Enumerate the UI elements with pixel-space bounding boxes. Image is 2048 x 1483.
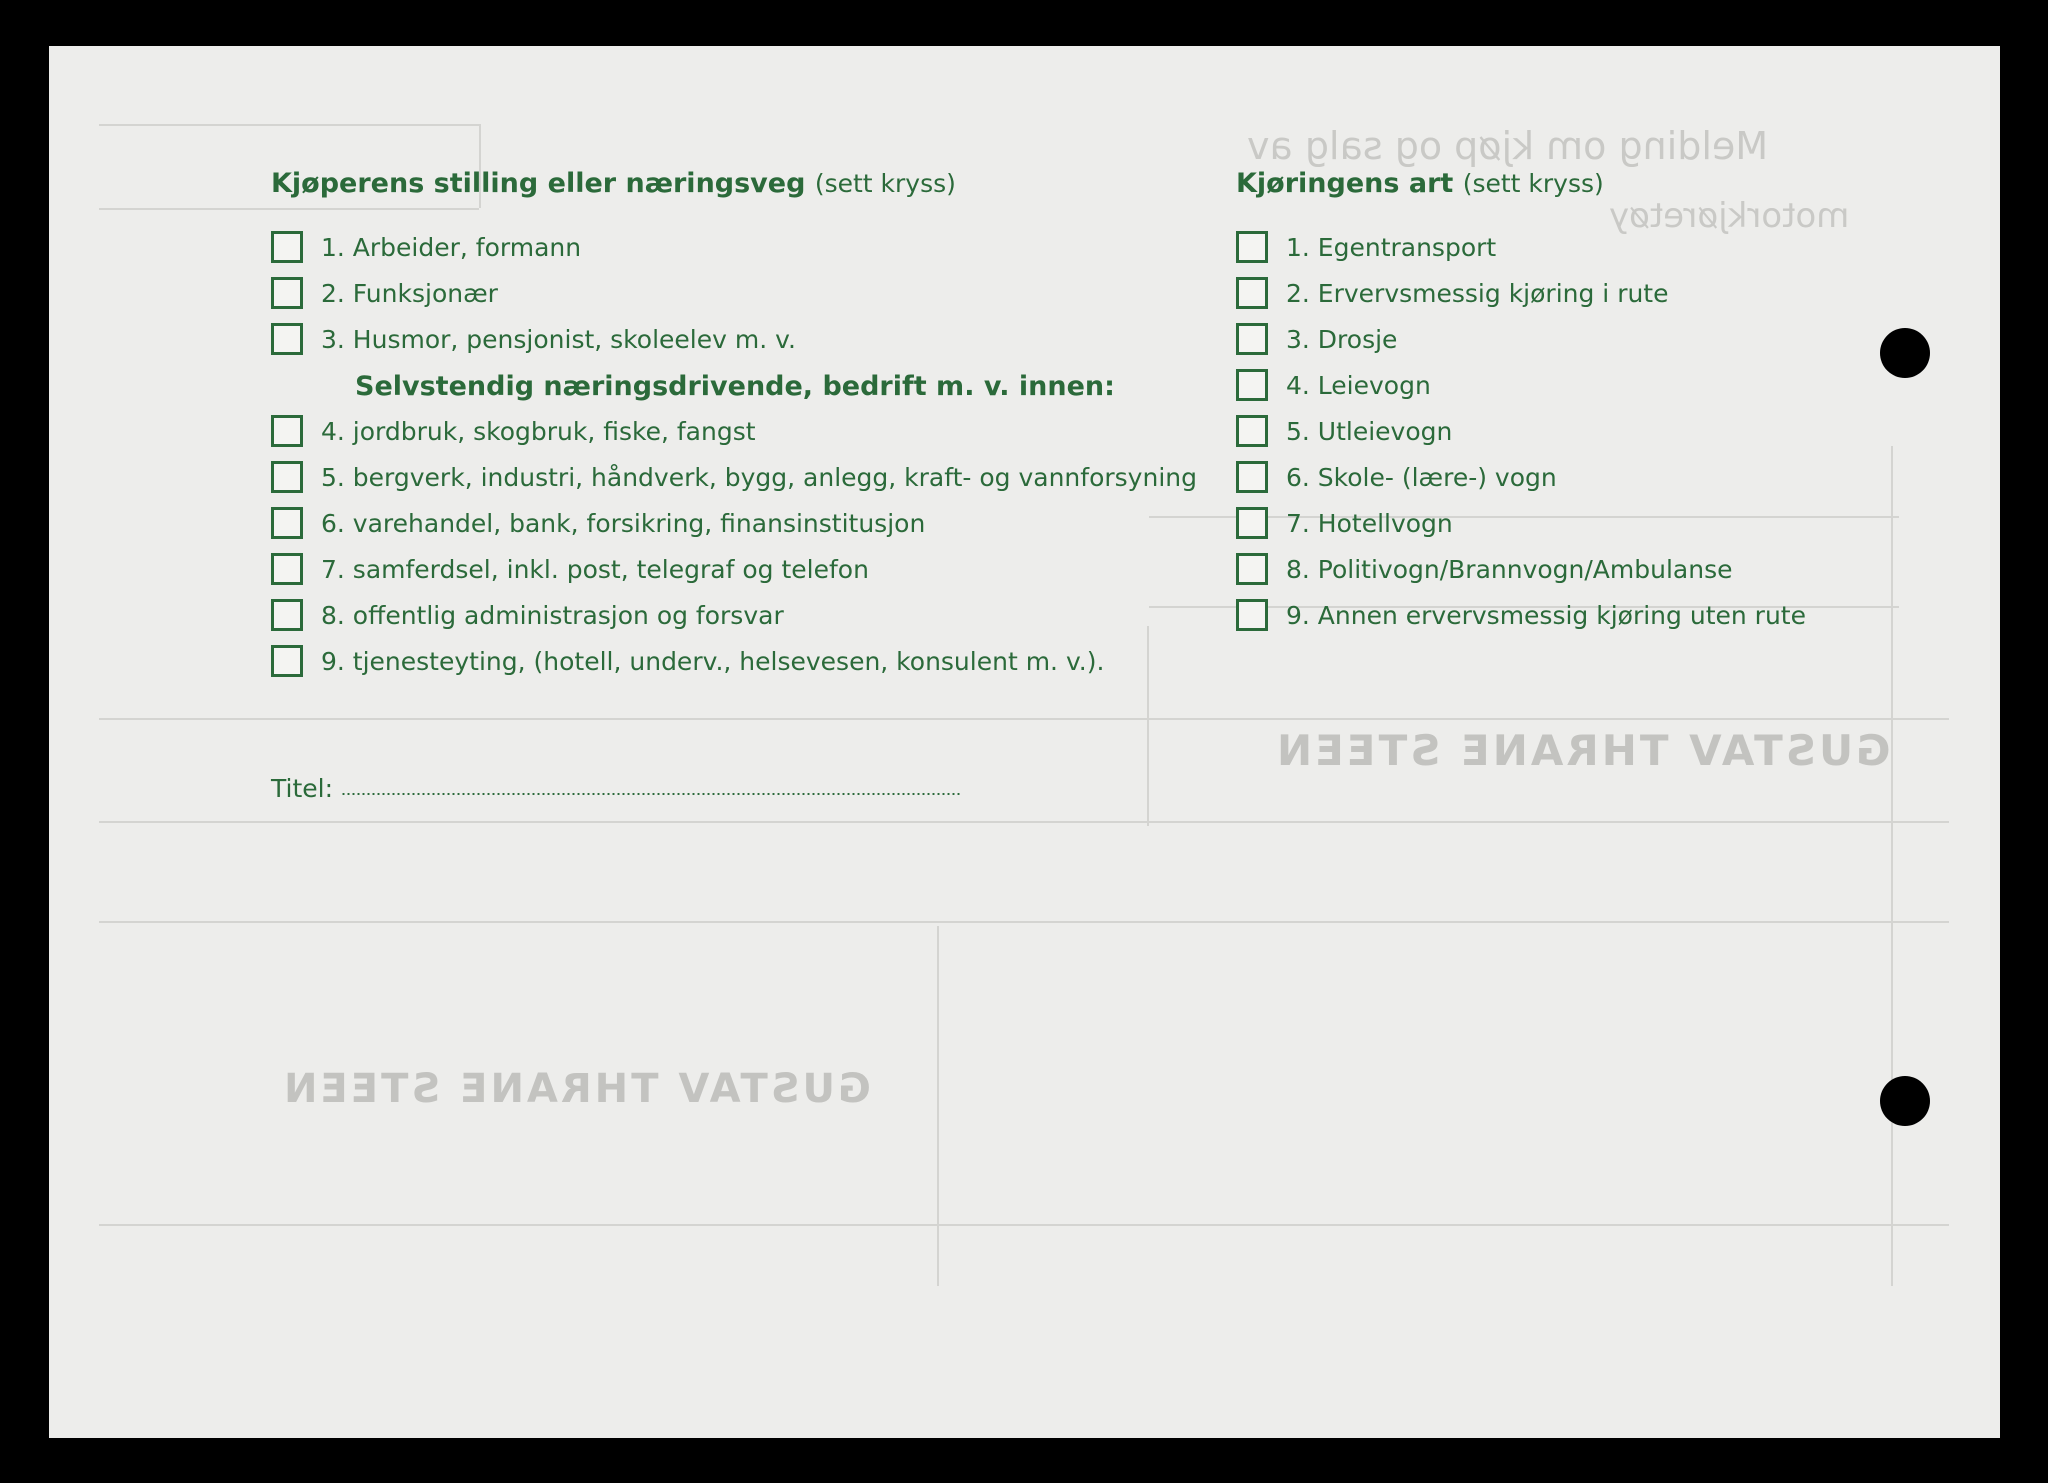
checkbox-label: 9. tjenesteyting, (hotell, underv., helsevesen, konsulent m. v.). [321,646,1105,676]
checkbox[interactable] [271,461,303,493]
ghost-line [99,124,479,126]
ghost-form-title: Melding om kjøp og salg av [1247,124,1769,168]
checkbox[interactable] [1236,231,1268,263]
checkbox-label: 9. Annen ervervsmessig kjøring uten rute [1286,600,1806,630]
checkbox-label: 5. Utleievogn [1286,416,1453,446]
checkbox-row[interactable] [271,277,498,309]
checkbox-label: 7. samferdsel, inkl. post, telegraf og telefon [321,554,869,584]
checkbox-row[interactable] [1236,553,1733,585]
right-section-heading [1236,168,1604,199]
checkbox[interactable] [271,231,303,263]
left-heading-note: (sett kryss) [814,169,956,198]
checkbox-row[interactable] [271,231,581,263]
punch-hole [1880,1076,1930,1126]
left-section-heading [271,168,956,199]
checkbox[interactable] [1236,553,1268,585]
checkbox-label: 4. jordbruk, skogbruk, fiske, fangst [321,416,756,446]
checkbox-label: 3. Husmor, pensjonist, skoleelev m. v. [321,324,796,354]
form-sheet [49,46,2000,1438]
left-heading-text: Kjøperens stilling eller næringsveg [271,168,806,199]
checkbox-row[interactable] [271,461,1197,493]
ghost-form-subtitle: motorkjøretøy [1609,196,1850,236]
checkbox-label: 4. Leievogn [1286,370,1431,400]
checkbox[interactable] [271,553,303,585]
checkbox-label: 2. Funksjonær [321,278,498,308]
title-field[interactable] [271,774,961,803]
ghost-line [1147,626,1149,826]
checkbox[interactable] [1236,277,1268,309]
checkbox-row[interactable] [1236,415,1452,447]
ghost-line [937,926,939,1286]
checkbox-row[interactable] [271,415,756,447]
ghost-line [99,1224,1949,1226]
checkbox-label: 7. Hotellvogn [1286,508,1453,538]
checkbox[interactable] [271,507,303,539]
checkbox[interactable] [271,323,303,355]
checkbox-row[interactable] [1236,507,1453,539]
checkbox-label: 8. offentlig administrasjon og forsvar [321,600,784,630]
checkbox[interactable] [271,645,303,677]
checkbox[interactable] [271,599,303,631]
checkbox-label: 5. bergverk, industri, håndverk, bygg, anlegg, kraft- og vannforsyning [321,462,1197,492]
ghost-stamp: GUSTAV THRANE STEEN [281,1066,871,1112]
checkbox-row[interactable] [1236,369,1431,401]
checkbox-row[interactable] [271,599,784,631]
checkbox-row[interactable] [271,323,796,355]
checkbox-row[interactable] [1236,231,1496,263]
checkbox-row[interactable] [271,645,1104,677]
checkbox-row[interactable] [1236,461,1557,493]
checkbox-row[interactable] [1236,599,1806,631]
title-dotted-line[interactable] [341,793,961,795]
checkbox[interactable] [1236,599,1268,631]
title-label: Titel: [271,774,333,803]
checkbox-row[interactable] [1236,323,1397,355]
checkbox[interactable] [271,415,303,447]
checkbox-label: 1. Arbeider, formann [321,232,582,262]
checkbox[interactable] [1236,323,1268,355]
ghost-stamp: GUSTAV THRANE STEEN [1274,726,1891,775]
ghost-line [99,718,1949,720]
right-heading-note: (sett kryss) [1462,169,1604,198]
ghost-line [1891,446,1893,1286]
checkbox-row[interactable] [1236,277,1669,309]
checkbox[interactable] [1236,369,1268,401]
checkbox-label: 6. Skole- (lære-) vogn [1286,462,1557,492]
ghost-line [99,208,479,210]
checkbox-label: 8. Politivogn/Brannvogn/Ambulanse [1286,554,1733,584]
checkbox-label: 1. Egentransport [1286,232,1497,262]
ghost-line [99,921,1949,923]
checkbox-row[interactable] [271,553,869,585]
self-employed-subheading: Selvstendig næringsdrivende, bedrift m. v. innen: [355,371,1115,402]
ghost-line [99,821,1949,823]
checkbox-row[interactable] [271,507,925,539]
checkbox-label: 6. varehandel, bank, forsikring, finansinstitusjon [321,508,926,538]
checkbox[interactable] [271,277,303,309]
right-heading-text: Kjøringens art [1236,168,1454,199]
checkbox-label: 3. Drosje [1286,324,1398,354]
checkbox[interactable] [1236,415,1268,447]
punch-hole [1880,328,1930,378]
checkbox[interactable] [1236,461,1268,493]
checkbox-label: 2. Ervervsmessig kjøring i rute [1286,278,1669,308]
checkbox[interactable] [1236,507,1268,539]
